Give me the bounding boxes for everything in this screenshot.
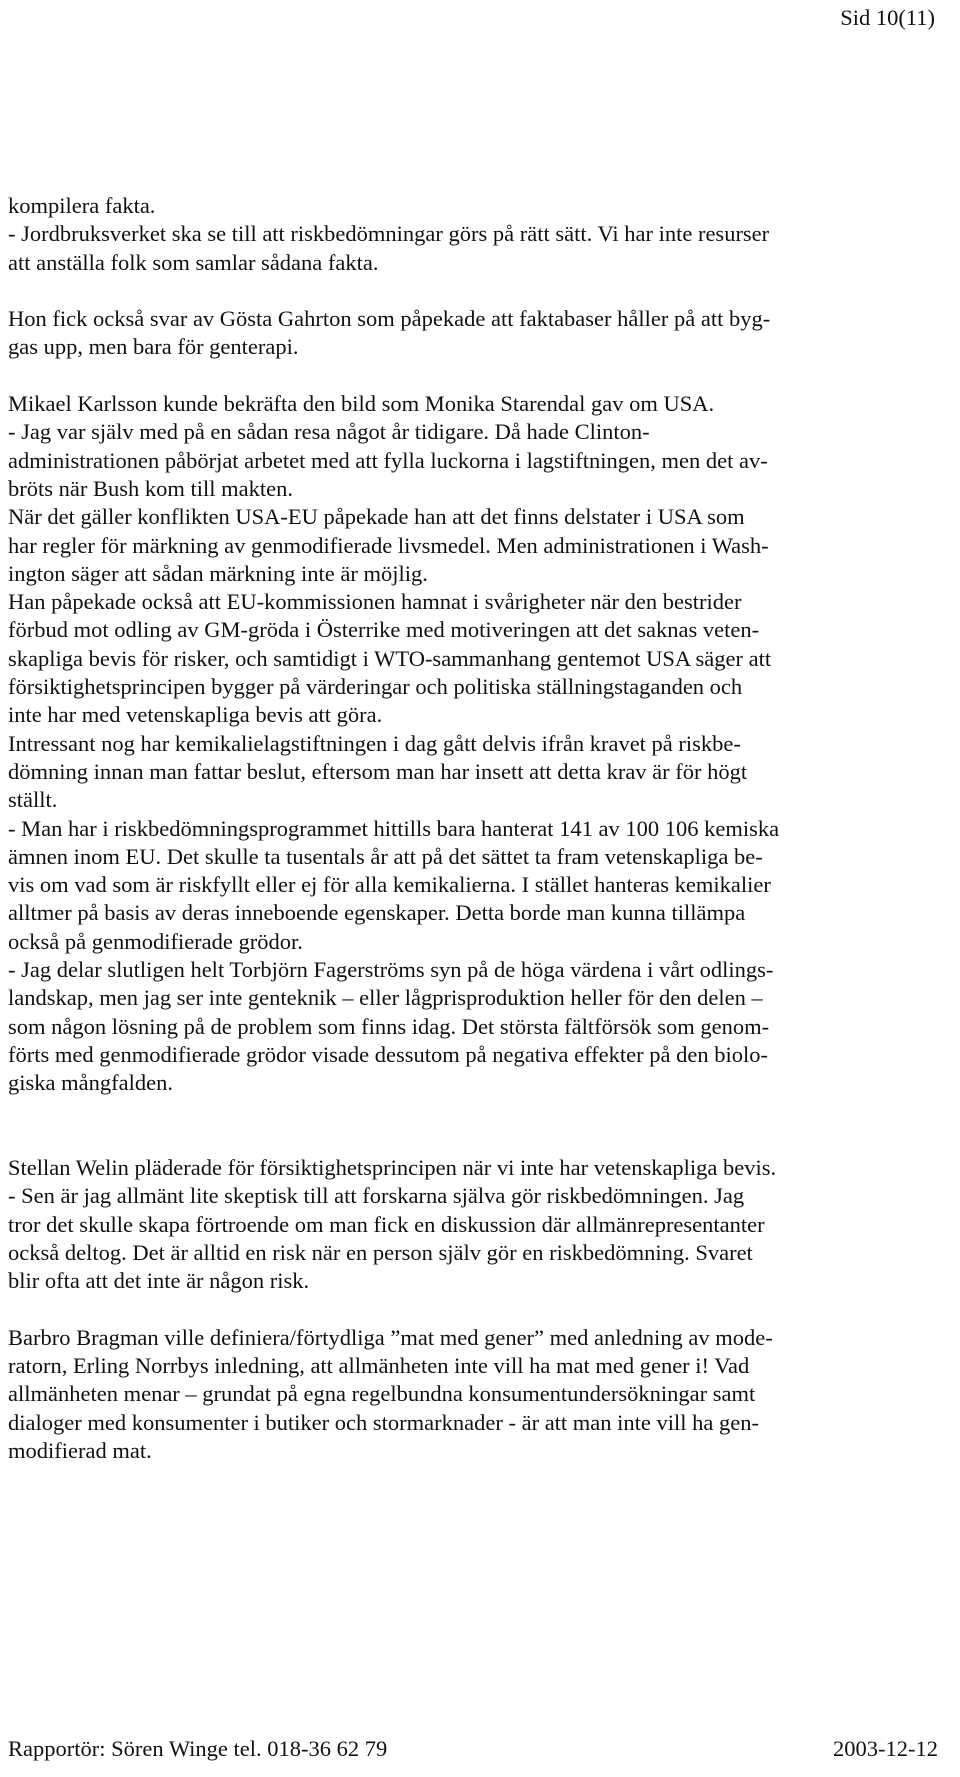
text-line: tror det skulle skapa förtroende om man fick en diskussion där allmänrepresentanter <box>8 1211 765 1237</box>
text-line: dömning innan man fattar beslut, eftersom man har insett att detta krav är för högt <box>8 758 748 784</box>
text-line: vis om vad som är riskfyllt eller ej för alla kemikalierna. I stället hanteras kemikalier <box>8 872 771 898</box>
text-line: dialoger med konsumenter i butiker och stormarknader - är att man inte vill ha gen- <box>8 1409 760 1435</box>
footer-date: 2003-12-12 <box>833 1736 938 1761</box>
text-line: - Jag var själv med på en sådan resa något år tidigare. Då hade Clinton- <box>8 419 650 445</box>
text-line: Intressant nog har kemikalielagstiftningen i dag gått delvis ifrån kravet på riskbe- <box>8 730 741 756</box>
text-line: gas upp, men bara för genterapi. <box>8 334 299 360</box>
text-line: inte har med vetenskapliga bevis att göra. <box>8 702 383 728</box>
text-line: Mikael Karlsson kunde bekräfta den bild som Monika Starendal gav om USA. <box>8 391 715 417</box>
text-line: Han påpekade också att EU-kommissionen hamnat i svårigheter när den bestrider <box>8 589 742 615</box>
text-line: skapliga bevis för risker, och samtidigt i WTO-sammanhang gentemot USA säger att <box>8 645 772 671</box>
text-line: kompilera fakta. <box>8 193 156 218</box>
text-line: förbud mot odling av GM-gröda i Österrike med motiveringen att det saknas veten- <box>8 617 760 643</box>
text-line: När det gäller konflikten USA-EU påpekade han att det finns delstater i USA som <box>8 504 745 530</box>
text-line <box>8 1098 956 1126</box>
text-line: administrationen påbörjat arbetet med att fylla luckorna i lagstiftningen, men det av- <box>8 447 768 473</box>
paragraph-3 <box>8 390 956 1126</box>
text-line: har regler för märkning av genmodifierade livsmedel. Men administrationen i Wash- <box>8 532 769 558</box>
text-line: bröts när Bush kom till makten. <box>8 475 293 501</box>
text-line: förts med genmodifierade grödor visade dessutom på negativa effekter på den biolo- <box>8 1041 768 1067</box>
text-line: modifierad mat. <box>8 1438 152 1464</box>
paragraph-5 <box>8 1324 956 1465</box>
text-line: - Jordbruksverket ska se till att riskbedömningar görs på rätt sätt. Vi har inte resurser <box>8 221 770 247</box>
text-line: - Man har i riskbedömningsprogrammet hittills bara hanterat 141 av 100 106 kemiska <box>8 815 780 841</box>
text-line: ämnen inom EU. Det skulle ta tusentals år att på det sättet ta fram vetenskapliga be- <box>8 843 763 869</box>
text-line: ställt. <box>8 787 58 813</box>
text-line: - Sen är jag allmänt lite skeptisk till att forskarna själva gör riskbedömningen. Jag <box>8 1183 745 1209</box>
text-line: - Jag delar slutligen helt Torbjörn Fagerströms syn på de höga värdena i vårt odlings- <box>8 957 774 983</box>
text-line: ington säger att sådan märkning inte är möjlig. <box>8 560 428 586</box>
text-line: att anställa folk som samlar sådana fakta. <box>8 249 379 275</box>
text-line: som någon lösning på de problem som finns idag. Det största fältförsök som genom- <box>8 1013 770 1039</box>
paragraph-1 <box>8 192 956 277</box>
text-line: försiktighetsprincipen bygger på värderingar och politiska ställningstaganden och <box>8 674 743 700</box>
text-line: Hon fick också svar av Gösta Gahrton som påpekade att faktabaser håller på att byg- <box>8 306 771 332</box>
text-line: ratorn, Erling Norrbys inledning, att allmänheten inte vill ha mat med gener i! Vad <box>8 1353 750 1379</box>
reporter-info: Rapportör: Sören Winge tel. 018-36 62 79 <box>8 1736 388 1761</box>
text-line: blir ofta att det inte är någon risk. <box>8 1268 310 1294</box>
text-line: också deltog. Det är alltid en risk när en person själv gör en riskbedömning. Svaret <box>8 1239 753 1265</box>
document-body <box>8 192 956 1465</box>
page-footer <box>8 1735 938 1763</box>
text-line: Stellan Welin pläderade för försiktighetsprincipen när vi inte har vetenskapliga bevis. <box>8 1155 777 1181</box>
page-number: Sid 10(11) <box>840 5 935 30</box>
paragraph-4 <box>8 1154 956 1295</box>
text-line: Barbro Bragman ville definiera/förtydliga ”mat med gener” med anledning av mode- <box>8 1324 773 1350</box>
text-line: giska mångfalden. <box>8 1070 173 1096</box>
text-line: landskap, men jag ser inte genteknik – eller lågprisproduktion heller för den delen – <box>8 985 763 1011</box>
text-line: också på genmodifierade grödor. <box>8 928 303 954</box>
text-line: alltmer på basis av deras inneboende egenskaper. Detta borde man kunna tillämpa <box>8 900 746 926</box>
text-line: allmänheten menar – grundat på egna regelbundna konsumentundersökningar samt <box>8 1381 756 1407</box>
paragraph-2 <box>8 305 956 362</box>
